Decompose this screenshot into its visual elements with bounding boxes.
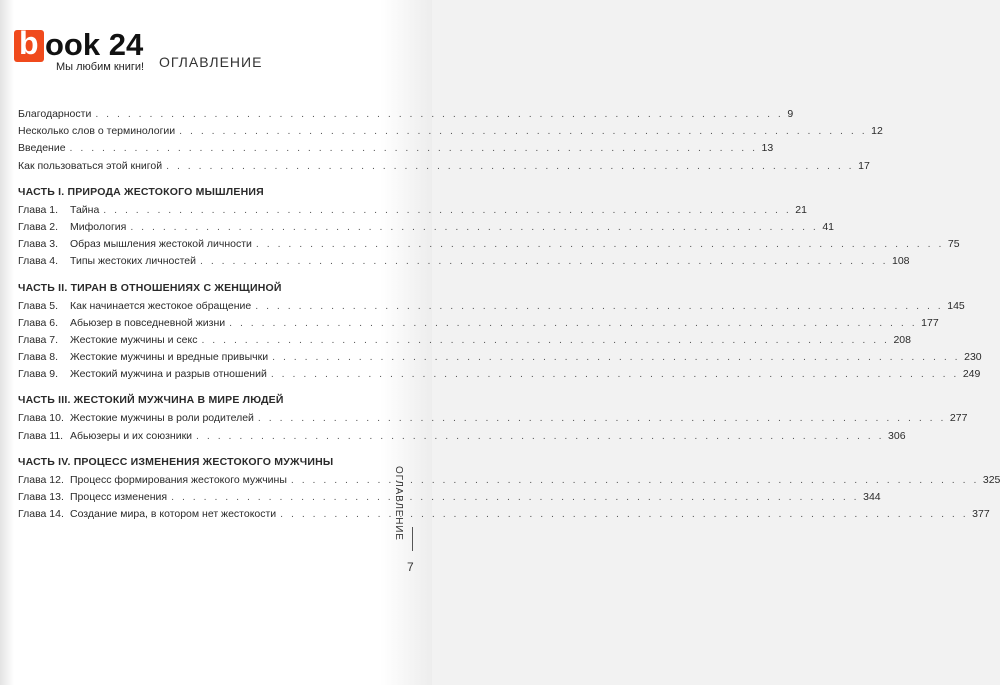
running-head: ОГЛАВЛЕНИЕ <box>393 466 404 541</box>
chapter-label: Глава 14. <box>18 508 64 521</box>
toc-title: Процесс формирования жестокого мужчины <box>70 473 287 486</box>
chapter-label: Глава 8. <box>18 351 59 364</box>
dot-leader: . . . . . . . . . . . . . . . . . . . . . . . . . . . . . . . . . . . . . . . . . . . . . . . . . . . . . . . . . . . . . . . . <box>69 142 758 155</box>
toc-page-number: 13 <box>761 142 774 155</box>
toc-page-number: 12 <box>871 125 883 138</box>
toc-page-number: 230 <box>964 351 982 364</box>
chapter-label: Глава 6. <box>18 316 59 329</box>
chapter-label: Глава 2. <box>18 220 59 233</box>
toc-title: Жестокий мужчина и разрыв отношений <box>70 368 267 381</box>
toc-entry-row <box>18 159 870 177</box>
chapter-label: Глава 12. <box>18 473 64 486</box>
dot-leader: . . . . . . . . . . . . . . . . . . . . . . . . . . . . . . . . . . . . . . . . . . . . . . . . . . . . . . . . . . . . . . . . <box>272 351 961 364</box>
dot-leader: . . . . . . . . . . . . . . . . . . . . . . . . . . . . . . . . . . . . . . . . . . . . . . . . . . . . . . . . . . . . . . . . <box>103 203 792 216</box>
toc-page-number: 41 <box>822 220 835 233</box>
book24-logo <box>14 25 164 74</box>
toc-chapter-row <box>18 351 982 368</box>
toc-page-number: 344 <box>863 491 881 503</box>
toc-title: Абьюзеры и их союзники <box>70 429 193 442</box>
toc-chapter-row <box>18 333 911 351</box>
toc-page-number: 108 <box>892 255 910 268</box>
toc-title: Абьюзер в повседневной жизни <box>70 316 226 329</box>
dot-leader: . . . . . . . . . . . . . . . . . . . . . . . . . . . . . . . . . . . . . . . . . . . . . . . . . . . . . . . . . . . . . . . . <box>200 255 888 268</box>
dot-leader: . . . . . . . . . . . . . . . . . . . . . . . . . . . . . . . . . . . . . . . . . . . . . . . . . . . . . . . . . . . . . . . . <box>196 429 885 442</box>
dot-leader: . . . . . . . . . . . . . . . . . . . . . . . . . . . . . . . . . . . . . . . . . . . . . . . . . . . . . . . . . . . . . . . . <box>171 491 860 503</box>
page-gutter-shadow <box>0 0 14 685</box>
toc-chapter-row <box>18 429 906 447</box>
dot-leader: . . . . . . . . . . . . . . . . . . . . . . . . . . . . . . . . . . . . . . . . . . . . . . . . . . . . . . . . . . . . . . . . <box>255 238 944 251</box>
toc-title: Создание мира, в котором нет жестокости <box>70 508 277 521</box>
part-title: ЧАСТЬ IV. ПРОЦЕСС ИЗМЕНЕНИЯ ЖЕСТОКОГО МУЖЧИНЫ <box>18 455 334 468</box>
toc-entry-row <box>18 108 794 125</box>
part-title: ЧАСТЬ II. ТИРАН В ОТНОШЕНИЯХ С ЖЕНЩИНОЙ <box>18 281 282 294</box>
part-title: ЧАСТЬ I. ПРИРОДА ЖЕСТОКОГО МЫШЛЕНИЯ <box>18 185 264 198</box>
toc-title: Жестокие мужчины и секс <box>70 333 198 346</box>
dot-leader: . . . . . . . . . . . . . . . . . . . . . . . . . . . . . . . . . . . . . . . . . . . . . . . . . . . . . . . . . . . . . . . . <box>201 333 890 346</box>
toc-page-number: 177 <box>921 316 939 329</box>
chapter-label: Глава 3. <box>18 238 59 251</box>
toc-title: Жестокие мужчины и вредные привычки <box>70 351 269 364</box>
chapter-label: Глава 13. <box>18 491 64 503</box>
toc-title: Процесс изменения <box>70 491 168 503</box>
toc-page-number: 9 <box>787 108 794 120</box>
page-heading: ОГЛАВЛЕНИЕ <box>159 54 263 70</box>
toc-title: Типы жестоких личностей <box>70 255 196 268</box>
dot-leader: . . . . . . . . . . . . . . . . . . . . . . . . . . . . . . . . . . . . . . . . . . . . . . . . . . . . . . . . . . . . . . . . <box>95 108 784 120</box>
chapter-label: Глава 5. <box>18 299 59 312</box>
toc-title: Благодарности <box>18 108 92 120</box>
toc-chapter-row <box>18 255 910 272</box>
toc-page-number: 325 <box>982 473 1000 486</box>
page-number: 7 <box>407 560 414 574</box>
dot-leader: . . . . . . . . . . . . . . . . . . . . . . . . . . . . . . . . . . . . . . . . . . . . . . . . . . . . . . . . . . . . . . . . <box>290 473 979 486</box>
toc-title: Образ мышления жестокой личности <box>70 238 252 251</box>
toc-page-number: 17 <box>858 159 870 172</box>
chapter-label: Глава 9. <box>18 368 59 381</box>
logo-letter-box <box>14 25 44 62</box>
dot-leader: . . . . . . . . . . . . . . . . . . . . . . . . . . . . . . . . . . . . . . . . . . . . . . . . . . . . . . . . . . . . . . . . <box>255 299 944 312</box>
toc-entry-row <box>18 142 774 159</box>
toc-page-number: 306 <box>888 429 906 442</box>
dot-leader: . . . . . . . . . . . . . . . . . . . . . . . . . . . . . . . . . . . . . . . . . . . . . . . . . . . . . . . . . . . . . . . . <box>166 159 855 172</box>
toc-page-number: 75 <box>947 238 960 251</box>
toc-chapter-row <box>18 203 807 221</box>
toc-chapter-row <box>18 238 960 255</box>
toc-page-number: 249 <box>962 368 981 381</box>
logo-word: ook 24 <box>45 27 144 62</box>
dot-leader: . . . . . . . . . . . . . . . . . . . . . . . . . . . . . . . . . . . . . . . . . . . . . . . . . . . . . . . . . . . . . . . . <box>229 316 918 329</box>
toc-page-number: 145 <box>947 299 965 312</box>
dot-leader: . . . . . . . . . . . . . . . . . . . . . . . . . . . . . . . . . . . . . . . . . . . . . . . . . . . . . . . . . . . . . . . . <box>179 125 868 138</box>
dot-leader: . . . . . . . . . . . . . . . . . . . . . . . . . . . . . . . . . . . . . . . . . . . . . . . . . . . . . . . . . . . . . . . . <box>270 368 959 381</box>
chapter-label: Глава 4. <box>18 255 59 268</box>
toc-chapter-row <box>18 299 965 317</box>
logo-tagline: Мы любим книги! <box>56 61 145 73</box>
chapter-label: Глава 10. <box>18 412 64 425</box>
toc-page-number: 208 <box>893 333 911 346</box>
toc-title: Мифология <box>70 220 127 233</box>
toc-page-number: 377 <box>972 508 990 521</box>
toc-title: Как начинается жестокое обращение <box>70 299 252 312</box>
toc-page-number: 21 <box>795 203 807 216</box>
toc-title: Жестокие мужчины в роли родителей <box>70 412 254 425</box>
toc-entry-row <box>18 125 883 142</box>
chapter-label: Глава 11. <box>18 429 64 442</box>
dot-leader: . . . . . . . . . . . . . . . . . . . . . . . . . . . . . . . . . . . . . . . . . . . . . . . . . . . . . . . . . . . . . . . . <box>280 508 969 521</box>
part-title: ЧАСТЬ III. ЖЕСТОКИЙ МУЖЧИНА В МИРЕ ЛЮДЕЙ <box>18 394 284 407</box>
toc-chapter-row <box>18 316 939 334</box>
toc-page-number: 277 <box>949 412 968 425</box>
toc-title: Как пользоваться этой книгой <box>18 159 163 172</box>
dot-leader: . . . . . . . . . . . . . . . . . . . . . . . . . . . . . . . . . . . . . . . . . . . . . . . . . . . . . . . . . . . . . . . . <box>130 220 819 233</box>
toc-title: Введение <box>18 142 66 155</box>
toc-chapter-row <box>18 473 1000 491</box>
toc-chapter-row <box>18 220 835 238</box>
toc-title: Тайна <box>70 203 100 216</box>
toc-chapter-row <box>18 508 990 525</box>
dot-leader: . . . . . . . . . . . . . . . . . . . . . . . . . . . . . . . . . . . . . . . . . . . . . . . . . . . . . . . . . . . . . . . . <box>257 412 946 425</box>
toc-title: Несколько слов о терминологии <box>18 125 176 138</box>
toc-chapter-row <box>18 368 981 385</box>
toc-chapter-row <box>18 412 968 429</box>
toc-chapter-row <box>18 491 881 508</box>
chapter-label: Глава 7. <box>18 333 59 346</box>
logo-letter: b <box>19 25 39 61</box>
chapter-label: Глава 1. <box>18 203 59 216</box>
running-head-rule <box>412 527 413 551</box>
